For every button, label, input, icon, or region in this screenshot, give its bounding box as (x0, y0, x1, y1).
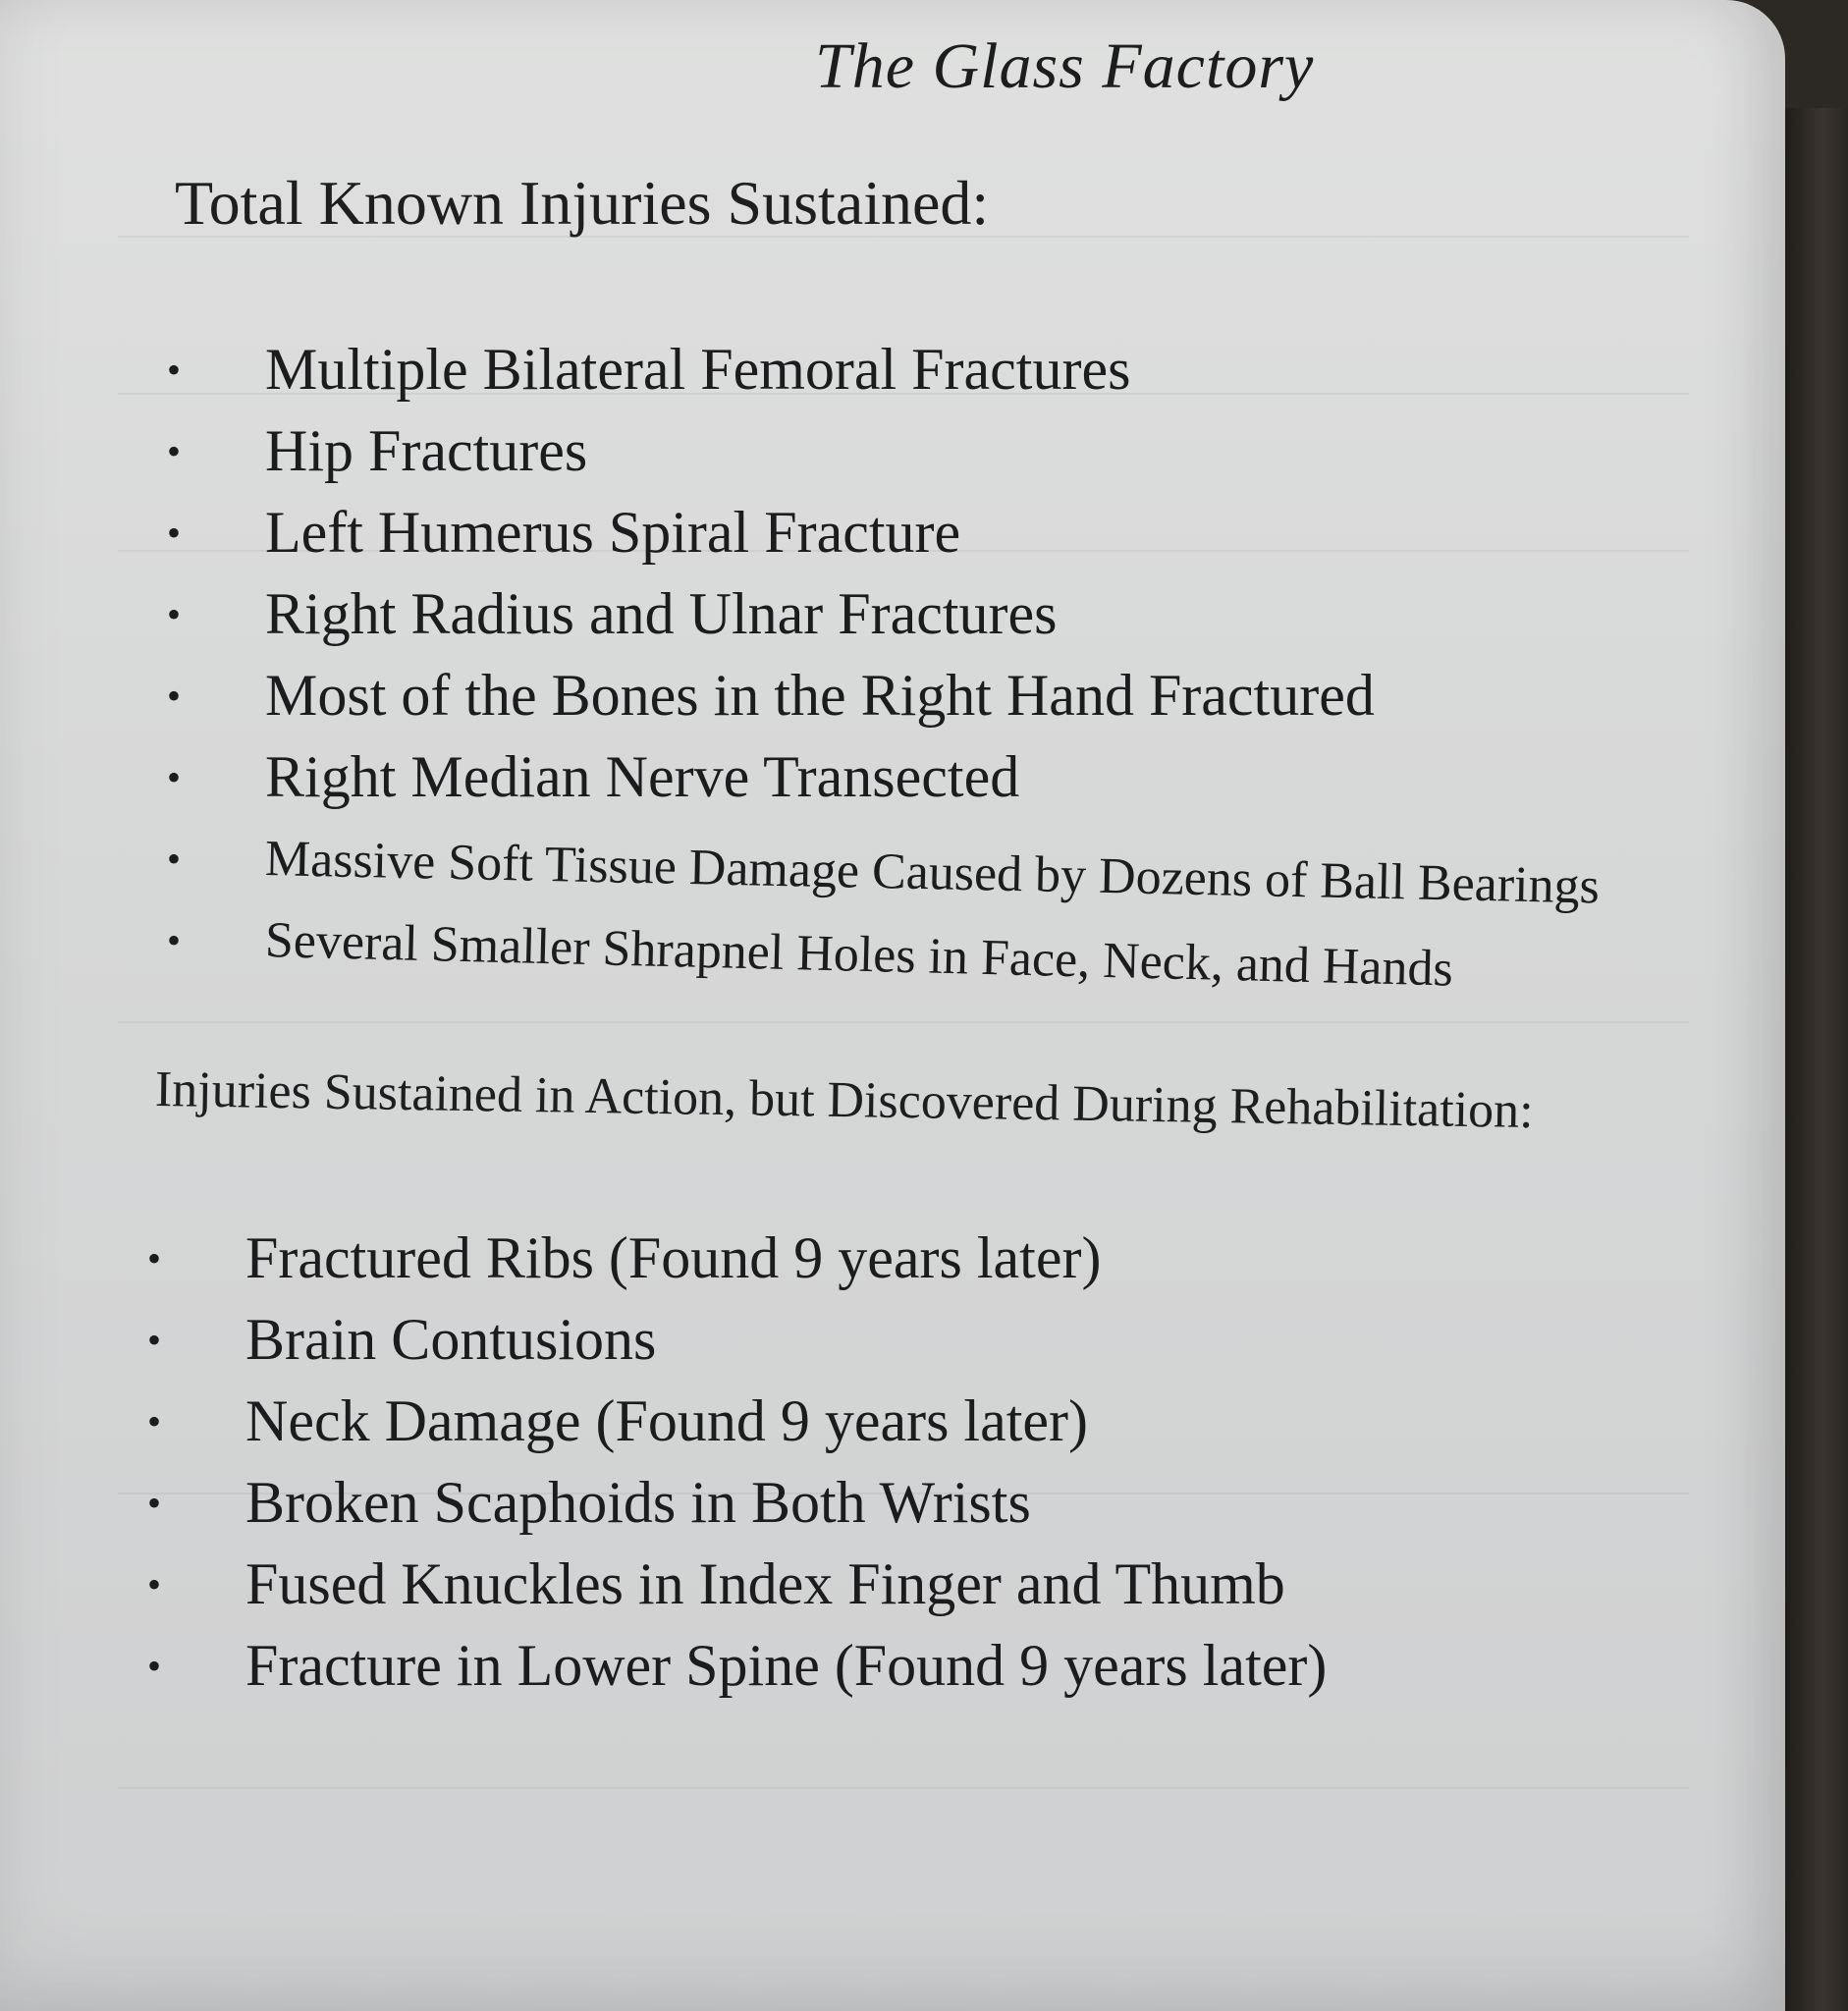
bullet-icon: • (167, 837, 182, 881)
list-item (147, 1299, 1817, 1381)
rehab-injuries-list (147, 1218, 1817, 1707)
bullet-icon: • (167, 755, 182, 799)
bullet-icon: • (147, 1562, 162, 1606)
bleed-through-line (118, 1021, 1689, 1023)
list-item (147, 1625, 1817, 1707)
list-item (167, 410, 1836, 492)
list-item-text: Left Humerus Spiral Fracture (265, 500, 961, 565)
list-item-text: Fractured Ribs (Found 9 years later) (245, 1225, 1102, 1290)
bullet-icon: • (147, 1318, 162, 1362)
bullet-icon: • (147, 1481, 162, 1525)
list-item-text: Fused Knuckles in Index Finger and Thumb (245, 1551, 1285, 1616)
list-item-text: Massive Soft Tissue Damage Caused by Dozens of Ball Bearings (264, 831, 1601, 915)
list-item-text: Broken Scaphoids in Both Wrists (245, 1470, 1031, 1535)
bullet-icon: • (167, 511, 182, 555)
list-item (147, 1381, 1817, 1462)
list-item-text: Right Radius and Ulnar Fractures (265, 581, 1058, 646)
running-head: The Glass Factory (815, 30, 1315, 102)
bleed-through-line (118, 1787, 1689, 1789)
list-item (167, 655, 1836, 736)
list-item-text: Most of the Bones in the Right Hand Fractured (265, 663, 1375, 728)
bullet-icon: • (147, 1236, 162, 1280)
bullet-icon: • (167, 592, 182, 636)
list-item (167, 492, 1836, 573)
bullet-icon: • (147, 1399, 162, 1443)
bullet-icon: • (167, 918, 182, 962)
section-heading-rehab-injuries: Injuries Sustained in Action, but Discovered During Rehabilitation: (154, 1061, 1535, 1140)
section-heading-total-injuries: Total Known Injuries Sustained: (175, 168, 990, 238)
list-item (147, 1462, 1817, 1544)
list-item-text: Multiple Bilateral Femoral Fractures (265, 337, 1131, 402)
bullet-icon: • (167, 674, 182, 718)
list-item-text: Hip Fractures (265, 418, 588, 483)
total-injuries-list (167, 329, 1836, 998)
list-item (147, 1544, 1817, 1625)
list-item-text: Brain Contusions (245, 1307, 657, 1372)
list-item (167, 573, 1836, 655)
list-item (147, 1218, 1817, 1299)
page-edge-shadow (1785, 108, 1848, 2011)
bullet-icon: • (167, 429, 182, 473)
list-item-text: Several Smaller Shrapnel Holes in Face, Neck, and Hands (264, 912, 1454, 998)
bullet-icon: • (167, 348, 182, 392)
list-item (167, 899, 1836, 998)
list-item-text: Fracture in Lower Spine (Found 9 years later) (245, 1633, 1328, 1698)
list-item-text: Neck Damage (Found 9 years later) (245, 1388, 1088, 1453)
bullet-icon: • (147, 1644, 162, 1688)
list-item (167, 329, 1836, 410)
list-item (167, 818, 1836, 915)
list-item-text: Right Median Nerve Transected (265, 744, 1020, 809)
list-item (167, 736, 1836, 818)
